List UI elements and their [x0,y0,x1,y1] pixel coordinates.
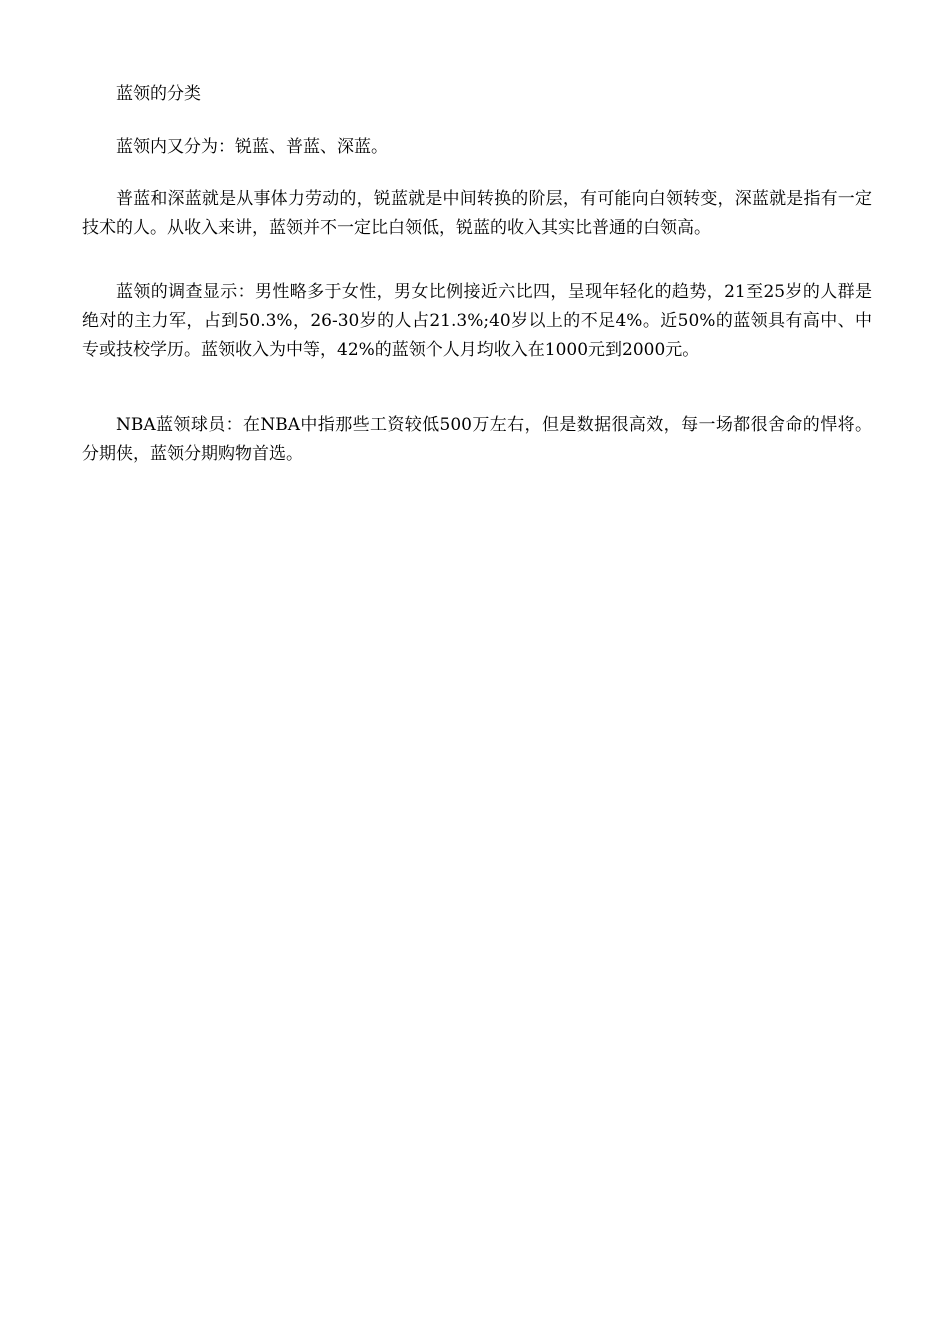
paragraph-categories: 蓝领内又分为：锐蓝、普蓝、深蓝。 [116,137,388,157]
section-heading: 蓝领的分类 [116,84,201,104]
paragraph-nba: NBA蓝领球员：在NBA中指那些工资较低500万左右，但是数据很高效，每一场都很舍命的悍将。分期侠，蓝领分期购物首选。 [82,415,872,464]
paragraph-survey: 蓝领的调查显示：男性略多于女性，男女比例接近六比四，呈现年轻化的趋势，21至25岁的人群是绝对的主力军，占到50.3%，26-30岁的人占21.3%;40岁以上的不足4%。近50%的蓝领具有高中、中专或技校学历。蓝领收入为中等，42%的蓝领个人月均收入在1000元到2000元。 [82,282,872,360]
paragraph-description: 普蓝和深蓝就是从事体力劳动的，锐蓝就是中间转换的阶层，有可能向白领转变，深蓝就是指有一定技术的人。从收入来讲，蓝领并不一定比白领低，锐蓝的收入其实比普通的白领高。 [82,189,872,238]
